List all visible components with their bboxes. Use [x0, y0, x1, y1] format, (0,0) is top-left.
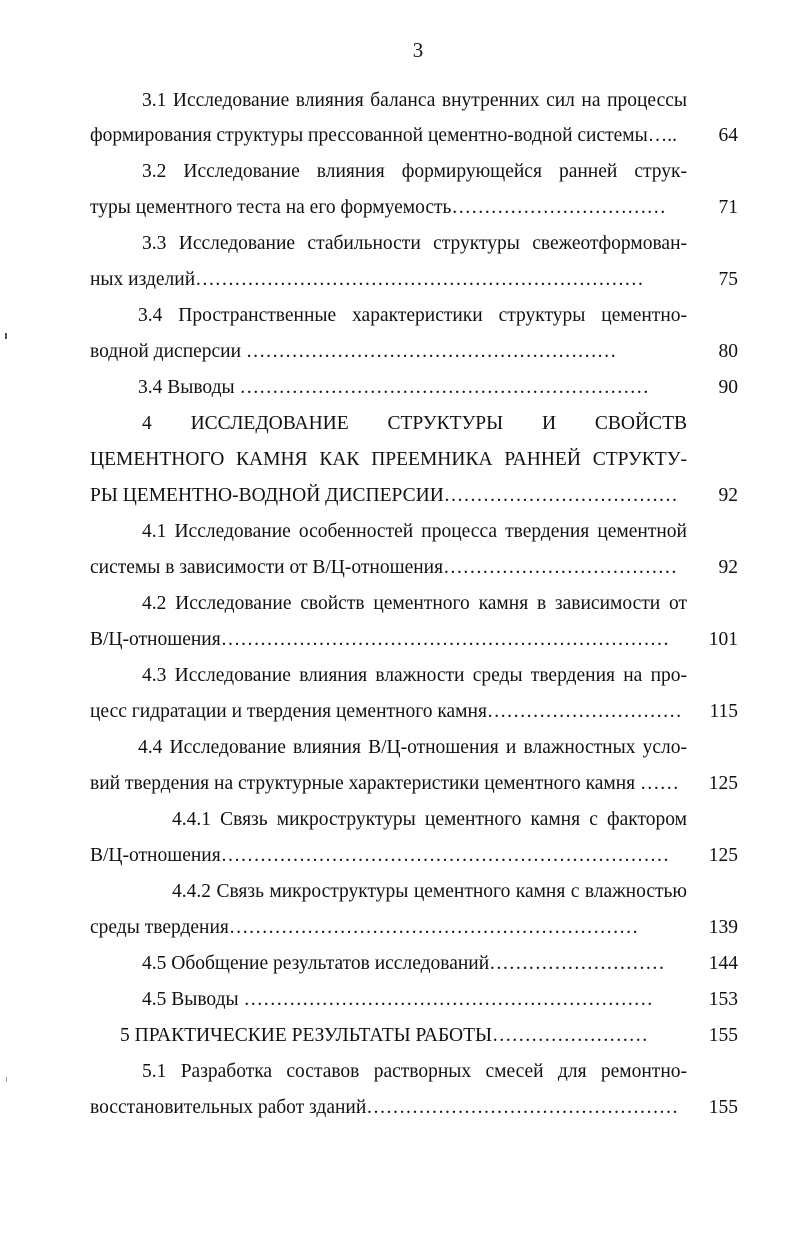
toc-entry-line: 5.1 Разработка составов растворных смесей для ремонтно-	[142, 1061, 687, 1082]
toc-page-number: 155	[708, 1097, 738, 1118]
toc-page-number: 92	[718, 485, 738, 506]
toc-chapter-line: 5 ПРАКТИЧЕСКИЕ РЕЗУЛЬТАТЫ РАБОТЫ……………………	[120, 1025, 649, 1046]
toc-entry-line: 3.1 Исследование влияния баланса внутренних сил на процессы	[142, 90, 687, 111]
toc-entry-line: 3.2 Исследование влияния формирующейся ранней струк-	[142, 161, 687, 182]
toc-entry-line: формирования структуры прессованной цементно-водной системы…..	[90, 125, 677, 146]
toc-page-number: 90	[718, 377, 738, 398]
toc-entry-line: туры цементного теста на его формуемость……………………………	[90, 197, 666, 218]
toc-page-number: 144	[708, 953, 738, 974]
toc-page-number: 92	[718, 557, 738, 578]
toc-page-number: 155	[708, 1025, 738, 1046]
toc-entry-line: цесс гидратации и твердения цементного камня…………………………	[90, 701, 682, 722]
toc-page-number: 115	[709, 701, 738, 722]
toc-entry-line: ных изделий……………………………………………………………	[90, 269, 644, 290]
toc-entry-line: вий твердения на структурные характеристики цементного камня ……	[90, 773, 680, 794]
page-number: 3	[412, 38, 424, 62]
toc-entry-line: 4.4 Исследование влияния В/Ц-отношения и влажностных усло-	[138, 737, 687, 758]
toc-chapter-line: 4 ИССЛЕДОВАНИЕ СТРУКТУРЫ И СВОЙСТВ	[142, 413, 687, 434]
toc-chapter-line: РЫ ЦЕМЕНТНО-ВОДНОЙ ДИСПЕРСИИ………………………………	[90, 485, 678, 506]
toc-entry-line: восстановительных работ зданий…………………………………………	[90, 1097, 679, 1118]
scan-speck	[5, 333, 7, 339]
toc-page-number: 139	[708, 917, 738, 938]
toc-page-number: 101	[708, 629, 738, 650]
toc-page-number: 80	[718, 341, 738, 362]
toc-entry-line: 3.3 Исследование стабильности структуры свежеотформован-	[142, 233, 687, 254]
toc-entry-line: 4.4.2 Связь микроструктуры цементного камня с влажностью	[172, 881, 687, 902]
toc-entry-line: 4.3 Исследование влияния влажности среды твердения на про-	[142, 665, 687, 686]
toc-entry-line: В/Ц-отношения……………………………………………………………	[90, 845, 670, 866]
toc-entry-line: 4.5 Обобщение результатов исследований………………………	[142, 953, 665, 974]
toc-entry-line: 3.4 Выводы ………………………………………………………	[138, 377, 650, 398]
toc-entry-line: В/Ц-отношения……………………………………………………………	[90, 629, 670, 650]
toc-entry-line: водной дисперсии …………………………………………………	[90, 341, 617, 362]
toc-entry-line: 4.4.1 Связь микроструктуры цементного камня с фактором	[172, 809, 687, 830]
toc-page-number: 64	[718, 125, 738, 146]
toc-page-number: 153	[708, 989, 738, 1010]
toc-entry-line: 3.4 Пространственные характеристики структуры цементно-	[138, 305, 687, 326]
toc-entry-line: 4.2 Исследование свойств цементного камня в зависимости от	[142, 593, 687, 614]
toc-page-number: 125	[708, 845, 738, 866]
toc-entry-line: среды твердения………………………………………………………	[90, 917, 639, 938]
toc-page-number: 75	[718, 269, 738, 290]
scan-speck	[6, 1077, 7, 1082]
toc-entry-line: 4.5 Выводы ………………………………………………………	[142, 989, 654, 1010]
toc-entry-line: системы в зависимости от В/Ц-отношения………………………………	[90, 557, 678, 578]
toc-page-number: 71	[718, 197, 738, 218]
toc-page-number: 125	[708, 773, 738, 794]
toc-chapter-line: ЦЕМЕНТНОГО КАМНЯ КАК ПРЕЕМНИКА РАННЕЙ СТРУКТУ-	[90, 449, 687, 470]
toc-entry-line: 4.1 Исследование особенностей процесса твердения цементной	[142, 521, 687, 542]
